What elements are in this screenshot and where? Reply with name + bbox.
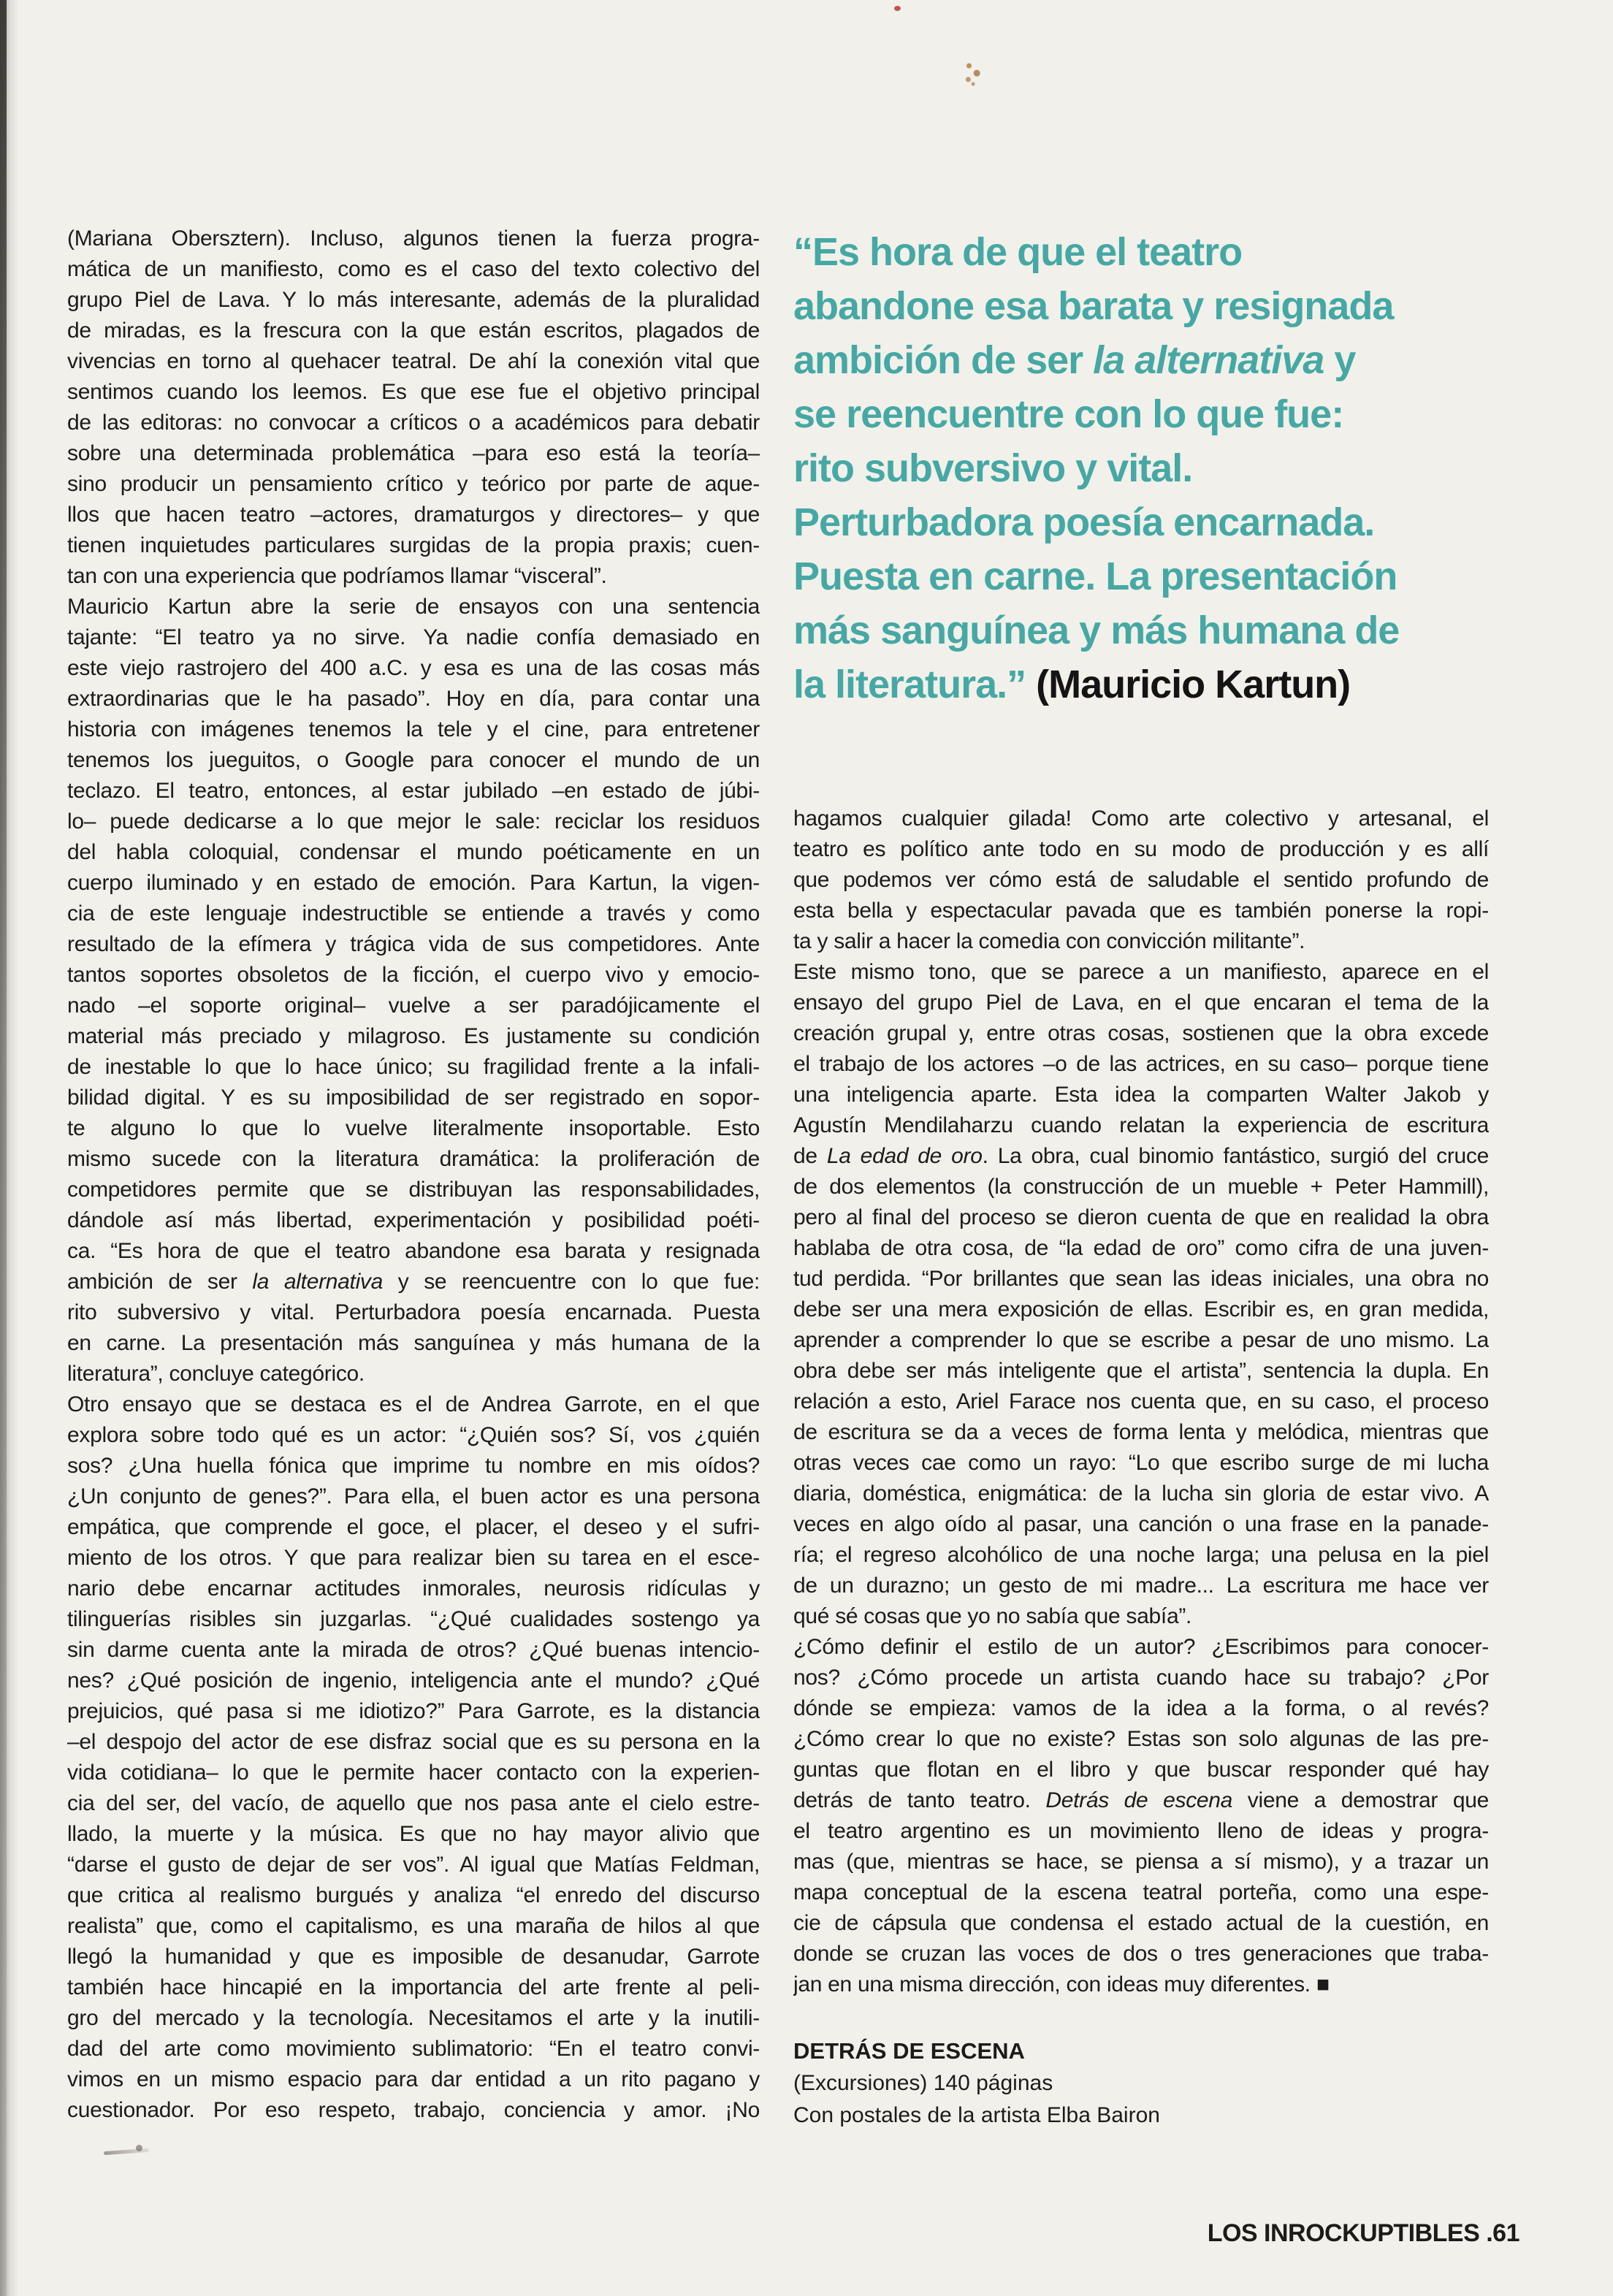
text-line: llos que hacen teatro –actores, dramaturgos y directores– y que bbox=[67, 503, 760, 527]
text-line: material más preciado y milagroso. Es justamente su condición bbox=[67, 1024, 760, 1048]
text-line: esta bella y espectacular pavada que es también ponerse la ropi- bbox=[793, 899, 1489, 923]
text-line: resultado de la efímera y trágica vida de sus competidores. Ante bbox=[67, 932, 760, 956]
text-line: dad del arte como movimiento sublimatorio: “En el teatro convi- bbox=[67, 2037, 760, 2061]
text-line: también hace hincapié en la importancia del arte frente al peli- bbox=[67, 1975, 760, 1999]
article-left-column bbox=[67, 224, 760, 2126]
text-line: guntas que flotan en el libro y que buscar responder qué hay bbox=[793, 1758, 1489, 1782]
text-line: extraordinarias que le ha pasado”. Hoy en día, para contar una bbox=[67, 687, 760, 711]
text-line: grupo Piel de Lava. Y lo más interesante, además de la pluralidad bbox=[67, 288, 760, 312]
text-line: Otro ensayo que se destaca es el de Andrea Garrote, en el que bbox=[67, 1392, 760, 1416]
pull-quote-line: más sanguínea y más humana de bbox=[793, 609, 1400, 652]
text-line: ensayo del grupo Piel de Lava, en el que encaran el tema de la bbox=[793, 991, 1489, 1015]
text-line: nado –el soporte original– vuelve a ser paradójicamente el bbox=[67, 993, 760, 1018]
text-line: el trabajo de los actores –o de las actrices, en su caso– porque tiene bbox=[793, 1052, 1489, 1076]
text-line: historia con imágenes tenemos la tele y el cine, para entretener bbox=[67, 717, 760, 741]
text-line: mas (que, mientras se hace, se piensa a sí mismo), y a trazar un bbox=[793, 1850, 1489, 1874]
text-line: cie de cápsula que condensa el estado actual de la cuestión, en bbox=[793, 1911, 1489, 1935]
book-info-block bbox=[793, 2035, 1489, 2132]
text-line: el teatro argentino es un movimiento lleno de ideas y progra- bbox=[793, 1819, 1489, 1843]
text-line: este viejo rastrojero del 400 a.C. y esa es una de las cosas más bbox=[67, 656, 760, 680]
page-scan-edge-line bbox=[0, 0, 7, 2296]
text-line: rito subversivo y vital. Perturbadora poesía encarnada. Puesta bbox=[67, 1300, 760, 1324]
text-line: (Mariana Obersztern). Incluso, algunos tienen la fuerza progra- bbox=[67, 226, 760, 251]
text-line: de las editoras: no convocar a críticos o a académicos para debatir bbox=[67, 411, 760, 435]
paragraph bbox=[793, 957, 1489, 1632]
text-line: sos? ¿Una huella fónica que imprime tu nombre en mis oídos? bbox=[67, 1454, 760, 1478]
text-line: de La edad de oro. La obra, cual binomio fantástico, surgió del cruce bbox=[793, 1144, 1489, 1168]
text-line: ta y salir a hacer la comedia con convicción militante”. bbox=[793, 929, 1305, 953]
text-line: nario debe encarnar actitudes inmorales, neurosis ridículas y bbox=[67, 1576, 760, 1601]
text-line: teatro es político ante todo en su modo de producción y es allí bbox=[793, 837, 1489, 861]
text-line: tienen inquietudes particulares surgidas de la propia praxis; cuen- bbox=[67, 533, 760, 557]
article-right-column bbox=[793, 804, 1489, 2000]
text-line: mapa conceptual de la escena teatral porteña, como una espe- bbox=[793, 1880, 1489, 1904]
text-line: Mauricio Kartun abre la serie de ensayos con una sentencia bbox=[67, 595, 760, 619]
pull-quote-line: rito subversivo y vital. bbox=[793, 446, 1193, 490]
pull-quote-attribution: (Mauricio Kartun) bbox=[1036, 663, 1351, 706]
text-line: veces en algo oído al pasar, una canción o una frase en la panade- bbox=[793, 1512, 1489, 1536]
text-line: lo– puede dedicarse a lo que mejor le sale: reciclar los residuos bbox=[67, 809, 760, 834]
paragraph bbox=[67, 592, 760, 1389]
text-line: tantos soportes obsoletos de la ficción, el cuerpo vivo y emocio- bbox=[67, 963, 760, 987]
text-line: tenemos los jueguitos, o Google para conocer el mundo de un bbox=[67, 748, 760, 772]
text-line: ría; el regreso alcohólico de una noche larga; una pelusa en la piel bbox=[793, 1543, 1489, 1567]
paragraph bbox=[793, 804, 1489, 957]
text-line: que critica al realismo burgués y analiza “el enredo del discurso bbox=[67, 1883, 760, 1907]
text-line: tan con una experiencia que podríamos llamar “visceral”. bbox=[67, 564, 607, 588]
text-line: qué sé cosas que yo no sabía que sabía”. bbox=[793, 1604, 1192, 1628]
book-publisher-pages: (Excursiones) 140 páginas bbox=[793, 2071, 1053, 2095]
text-line: competidores permite que se distribuyan las responsabilidades, bbox=[67, 1178, 760, 1202]
pull-quote-lines bbox=[793, 225, 1531, 657]
text-line: teclazo. El teatro, entonces, al estar jubilado –en estado de júbi- bbox=[67, 779, 760, 803]
pull-quote-last-line bbox=[793, 657, 1531, 712]
magazine-footer: LOS INROCKUPTIBLES .61 bbox=[1207, 2219, 1519, 2247]
pull-quote-line: Puesta en carne. La presentación bbox=[793, 554, 1397, 598]
text-line: nos? ¿Cómo procede un artista cuando hace su trabajo? ¿Por bbox=[793, 1666, 1489, 1690]
scan-artifact-smudge bbox=[960, 60, 985, 88]
text-line: realista” que, como el capitalismo, es una maraña de hilos al que bbox=[67, 1914, 760, 1938]
text-line: hablaba de otra cosa, de “la edad de oro” como cifra de una juven- bbox=[793, 1236, 1489, 1260]
text-line: mismo sucede con la literatura dramática: la proliferación de bbox=[67, 1147, 760, 1171]
text-line: nes? ¿Qué posición de ingenio, inteligencia ante el mundo? ¿Qué bbox=[67, 1668, 760, 1693]
text-line: de inestable lo que lo hace único; su fragilidad frente a la infali- bbox=[67, 1055, 760, 1079]
text-line: mática de un manifiesto, como es el caso del texto colectivo del bbox=[67, 257, 760, 281]
text-line: miento de los otros. Y que para realizar bien su tarea en el esce- bbox=[67, 1546, 760, 1570]
book-title: DETRÁS DE ESCENA bbox=[793, 2038, 1025, 2064]
text-line: Este mismo tono, que se parece a un manifiesto, aparece en el bbox=[793, 960, 1489, 984]
text-line: prejuicios, qué pasa si me idiotizo?” Para Garrote, es la distancia bbox=[67, 1699, 760, 1723]
book-extra-info: Con postales de la artista Elba Bairon bbox=[793, 2103, 1160, 2127]
text-line: gro del mercado y la tecnología. Necesitamos el arte y la inutili- bbox=[67, 2006, 760, 2030]
text-line: ¿Un conjunto de genes?”. Para ella, el buen actor es una persona bbox=[67, 1484, 760, 1509]
scan-artifact-red-dot bbox=[894, 6, 901, 11]
text-line: tud perdida. “Por brillantes que sean las ideas iniciales, una obra no bbox=[793, 1267, 1489, 1291]
pull-quote-line: Perturbadora poesía encarnada. bbox=[793, 500, 1375, 544]
text-line: una inteligencia aparte. Esta idea la comparten Walter Jakob y bbox=[793, 1083, 1489, 1107]
text-line: empática, que comprende el goce, el placer, el deseo y el sufri- bbox=[67, 1515, 760, 1539]
text-line: vivencias en torno al quehacer teatral. De ahí la conexión vital que bbox=[67, 349, 760, 373]
pull-quote-line: ambición de ser la alternativa y bbox=[793, 338, 1356, 382]
paragraph bbox=[67, 1389, 760, 2126]
pull-quote-line: abandone esa barata y resignada bbox=[793, 284, 1394, 328]
text-line: sentimos cuando los leemos. Es que ese fue el objetivo principal bbox=[67, 380, 760, 404]
scan-artifact-pencil-mark bbox=[104, 2148, 149, 2155]
text-line: de un durazno; un gesto de mi madre... La escritura me hace ver bbox=[793, 1574, 1489, 1598]
text-line: cia del ser, del vacío, de aquello que nos pasa ante el cielo estre- bbox=[67, 1791, 760, 1815]
text-line: te alguno lo que lo vuelve literalmente insoportable. Esto bbox=[67, 1116, 760, 1140]
text-line: cuestionador. Por eso respeto, trabajo, conciencia y amor. ¡No bbox=[67, 2098, 760, 2122]
text-line: explora sobre todo qué es un actor: “¿Quién sos? Sí, vos ¿quién bbox=[67, 1423, 760, 1447]
text-line: del habla coloquial, condensar el mundo poéticamente en un bbox=[67, 840, 760, 864]
pull-quote-closing: la literatura.” bbox=[793, 663, 1037, 706]
text-line: relación a esto, Ariel Farace nos cuenta que, en su caso, el proceso bbox=[793, 1389, 1489, 1414]
pull-quote bbox=[793, 225, 1531, 712]
text-line: ¿Cómo definir el estilo de un autor? ¿Escribimos para conocer- bbox=[793, 1635, 1489, 1659]
text-line: cia de este lenguaje indestructible se entiende a través y como bbox=[67, 901, 760, 926]
pull-quote-line: se reencuentre con lo que fue: bbox=[793, 392, 1344, 436]
text-line: ¿Cómo crear lo que no existe? Estas son solo algunas de las pre- bbox=[793, 1727, 1489, 1751]
text-line: ambición de ser la alternativa y se reencuentre con lo que fue: bbox=[67, 1270, 760, 1294]
text-line: otras veces cae como un rayo: “Lo que escribo surge de mi lucha bbox=[793, 1451, 1489, 1475]
text-line: debe ser una mera exposición de ellas. Escribir es, en gran medida, bbox=[793, 1297, 1489, 1321]
text-line: obra debe ser más inteligente que el artista”, sentencia la dupla. En bbox=[793, 1359, 1489, 1383]
text-line: aprender a comprender lo que se escribe a pesar de uno mismo. La bbox=[793, 1328, 1489, 1352]
text-line: diaria, doméstica, enigmática: de la lucha sin gloria de estar vivo. A bbox=[793, 1481, 1489, 1506]
paragraph bbox=[793, 1632, 1489, 2000]
text-line: sobre una determinada problemática –para eso está la teoría– bbox=[67, 441, 760, 465]
text-line: bilidad digital. Y es su imposibilidad de ser registrado en sopor- bbox=[67, 1086, 760, 1110]
text-line: vimos en un mismo espacio para dar entidad a un rito pagano y bbox=[67, 2067, 760, 2091]
scan-artifact-pencil-dot bbox=[136, 2145, 142, 2151]
text-line: que podemos ver cómo está de saludable el sentido profundo de bbox=[793, 868, 1489, 892]
text-line: jan en una misma dirección, con ideas muy diferentes. ■ bbox=[793, 1972, 1330, 1996]
text-line: llegó la humanidad y que es imposible de desanudar, Garrote bbox=[67, 1945, 760, 1969]
paragraph bbox=[67, 224, 760, 592]
text-line: en carne. La presentación más sanguínea y más humana de la bbox=[67, 1331, 760, 1355]
text-line: dónde se empieza: vamos de la idea a la forma, o al revés? bbox=[793, 1696, 1489, 1720]
text-line: sin darme cuenta ante la mirada de otros? ¿Qué buenas intencio- bbox=[67, 1638, 760, 1662]
text-line: ca. “Es hora de que el teatro abandone esa barata y resignada bbox=[67, 1239, 760, 1263]
text-line: creación grupal y, entre otras cosas, sostienen que la obra excede bbox=[793, 1021, 1489, 1045]
text-line: –el despojo del actor de ese disfraz social que es su persona en la bbox=[67, 1730, 760, 1754]
text-line: pero al final del proceso se dieron cuenta de que en realidad la obra bbox=[793, 1205, 1489, 1229]
text-line: hagamos cualquier gilada! Como arte colectivo y artesanal, el bbox=[793, 806, 1489, 831]
text-line: “darse el gusto de dejar de ser vos”. Al igual que Matías Feldman, bbox=[67, 1853, 760, 1877]
text-line: vida cotidiana– lo que le permite hacer contacto con la experien- bbox=[67, 1761, 760, 1785]
text-line: de dos elementos (la construcción de un mueble + Peter Hammill), bbox=[793, 1175, 1489, 1199]
text-line: literatura”, concluye categórico. bbox=[67, 1362, 365, 1386]
text-line: donde se cruzan las voces de dos o tres generaciones que traba- bbox=[793, 1942, 1489, 1966]
text-line: tilinguerías risibles sin juzgarlas. “¿Qué cualidades sostengo ya bbox=[67, 1607, 760, 1631]
text-line: dándole así más libertad, experimentación y posibilidad poéti- bbox=[67, 1208, 760, 1232]
text-line: de miradas, es la frescura con la que están escritos, plagados de bbox=[67, 319, 760, 343]
text-line: tajante: “El teatro ya no sirve. Ya nadie confía demasiado en bbox=[67, 625, 760, 649]
text-line: de escritura se da a veces de forma lenta y melódica, mientras que bbox=[793, 1420, 1489, 1444]
text-line: cuerpo iluminado y en estado de emoción. Para Kartun, la vigen- bbox=[67, 871, 760, 895]
text-line: sino producir un pensamiento crítico y teórico por parte de aque- bbox=[67, 472, 760, 496]
text-line: Agustín Mendilaharzu cuando relatan la experiencia de escritura bbox=[793, 1113, 1489, 1137]
pull-quote-line: “Es hora de que el teatro bbox=[793, 230, 1243, 274]
text-line: detrás de tanto teatro. Detrás de escena viene a demostrar que bbox=[793, 1788, 1489, 1812]
text-line: llado, la muerte y la música. Es que no hay mayor alivio que bbox=[67, 1822, 760, 1846]
